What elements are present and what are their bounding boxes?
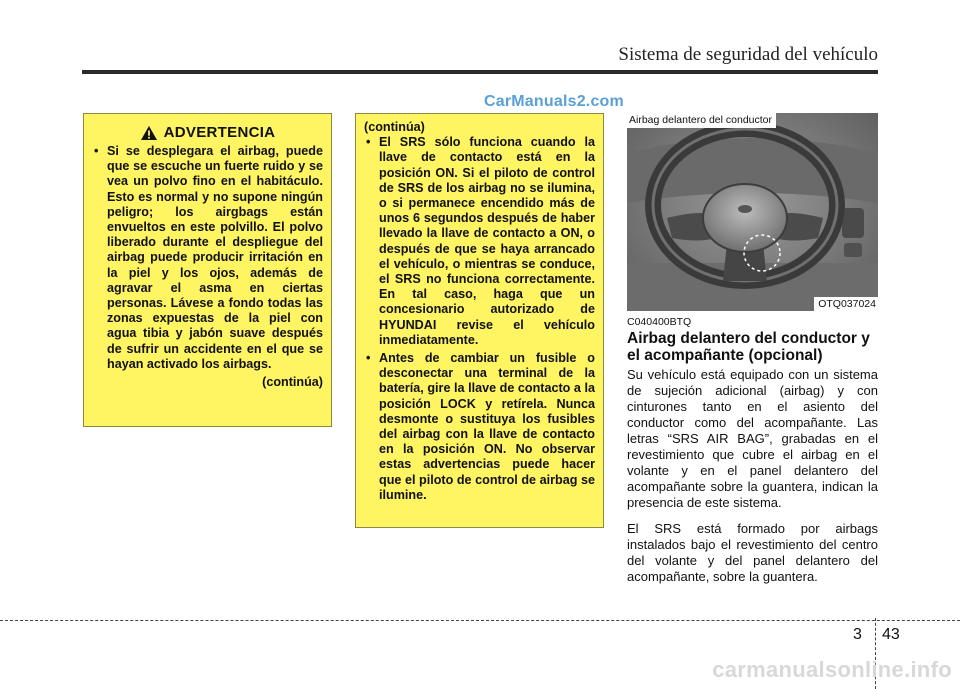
page-number: 43 — [882, 626, 900, 643]
steering-wheel-illustration — [627, 113, 878, 311]
section-ref-code: C040400BTQ — [627, 316, 692, 328]
steering-wheel-photo — [627, 113, 878, 311]
continued-warning-box — [355, 113, 604, 528]
section-title: Airbag delantero del conductor y el acompañante (opcional) — [627, 330, 870, 364]
warning-bullet: • Antes de cambiar un fusible o desconectar una terminal de la batería, gire la llave de contacto a la posición LOCK y retírela. Nunca desmonte o sustituya los fusibles del airbag con la llave de contacto en la posición ON. No observar estas advertencias puede hacer que el piloto de control de airbag se ilumine. — [364, 351, 595, 503]
continued-label: (continúa) — [364, 120, 425, 134]
section-paragraph: El SRS está formado por airbags instalados bajo el revestimiento del centro del volante y del panel delantero del acompañante, sobre la guantera. — [627, 521, 878, 584]
warning-heading — [92, 125, 323, 141]
figure-caption: Airbag delantero del conductor — [627, 113, 776, 128]
warning-bullet: • El SRS sólo funciona cuando la llave de contacto está en la posición ON. Si el piloto de control de SRS de los airbag no se ilumina, o si permanece encendido más de unos 6 segundos después de haber llevado la llave de contacto a ON, o después de que se haya arrancado el vehículo, o mientras se conduce, el SRS no funciona correctamente. En tal caso, haga que un concesionario autorizado de HYUNDAI revise el vehículo inmediatamente. — [364, 135, 595, 348]
watermark-top[interactable]: CarManuals2.com — [484, 93, 624, 110]
header-rule — [82, 70, 878, 74]
warning-box — [83, 113, 332, 427]
footer-rule — [0, 620, 960, 621]
warning-heading-label: ADVERTENCIA — [163, 124, 276, 142]
section-paragraph: Su vehículo está equipado con un sistema de sujeción adicional (airbag) y con cinturones tanto en el asiento del conductor como del acompañante. Las letras “SRS AIR BAG”, grabadas en el revestimiento que cubre el airbag en el volante y en el panel delantero del acompañante sobre la guantera, indican la presencia de este sistema. — [627, 367, 878, 510]
warning-triangle-icon — [140, 125, 158, 141]
figure-code: OTQ037024 — [814, 297, 878, 311]
continued-label: (continúa) — [262, 375, 323, 390]
page-header-title: Sistema de seguridad del vehículo — [618, 44, 878, 65]
watermark-bottom[interactable]: carmanualsonline.info — [712, 657, 952, 682]
chapter-number: 3 — [853, 626, 862, 643]
warning-bullet: • Si se desplegara el airbag, puede que se escuche un fuerte ruido y se vea un polvo fino en el habitáculo. Esto es normal y no supone ningún peligro; los airgbags están envueltos en este polvillo. El polvo liberado durante el despliegue del airbag puede producir irritación en la piel y los ojos, además de agravar el asma en ciertas personas. Lávese a fondo todas las zonas expuestas de la piel con agua tibia y jabón suave después de sufrir un accidente en el que se hayan activado los airbags. — [92, 144, 323, 372]
